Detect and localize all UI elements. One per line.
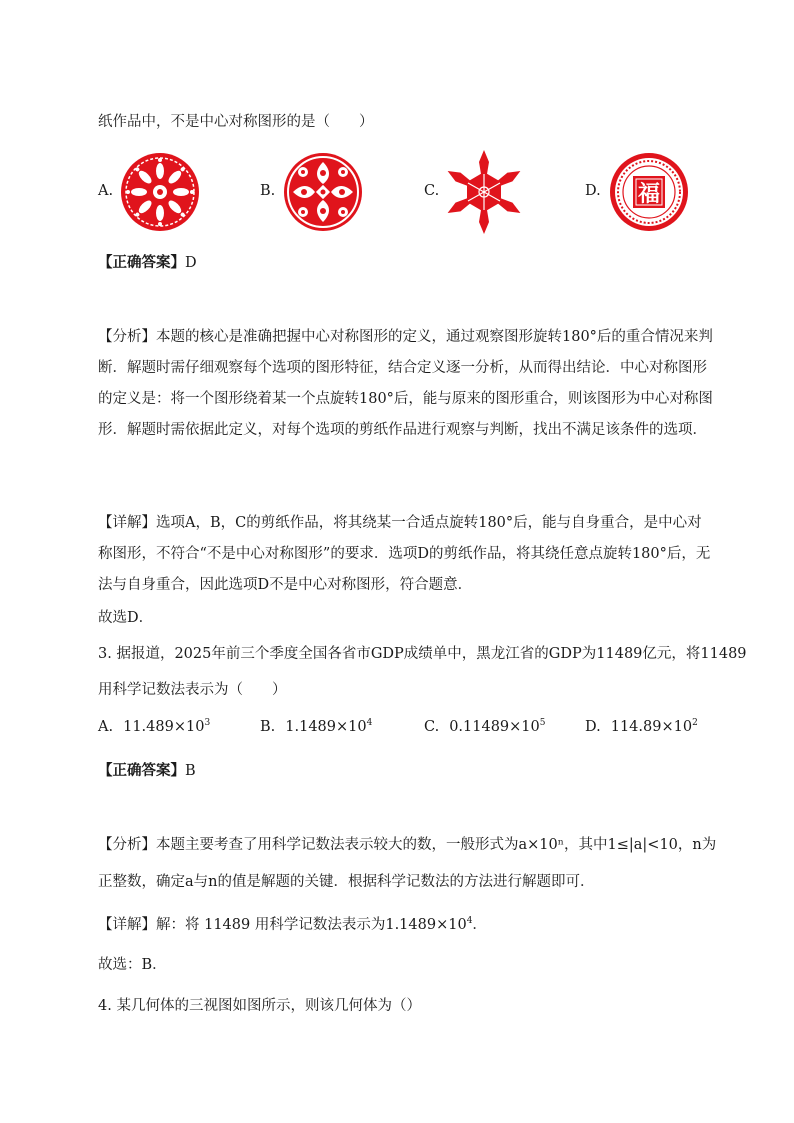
q3-choice-d: D. $114.89\times 10^2$ xyxy=(585,718,698,735)
papercut-c-snowflake-image xyxy=(441,148,527,236)
q3-analysis-line-1: 【分析】本题主要考查了用科学记数法表示较大的数，一般形式为a×10ⁿ，其中1≤|a|<10，n为 xyxy=(98,837,717,853)
q2-option-b-label: B. xyxy=(260,183,276,199)
q2-answer-value: D xyxy=(185,255,197,271)
q3-choice-a: A. $11.489\times 10^3$ xyxy=(98,718,211,735)
q2-stem-tail: 纸作品中，不是中心对称图形的是（ ） xyxy=(98,114,374,130)
q3-choice-c: C. $0.11489\times 10^5$ xyxy=(424,718,546,735)
papercut-b-image xyxy=(283,152,363,232)
q3-detail-line: 【详解】解：将 11489 用科学记数法表示为$1.1489\times 10^4$． xyxy=(98,916,487,933)
q2-conclusion: 故选D． xyxy=(98,610,154,626)
q4-stem: 4. 某几何体的三视图如图所示，则该几何体为（） xyxy=(98,998,421,1014)
q3-choice-b: B. $1.1489\times 10^4$ xyxy=(260,718,373,735)
q3-stem-line-1: 3. 据报道，2025年前三个季度全国各省市GDP成绩单中，黑龙江省的GDP为11489亿元，将11489 xyxy=(98,646,747,662)
papercut-d-fu-image xyxy=(609,152,689,232)
q2-option-a-label: A. xyxy=(98,183,114,199)
q3-answer-line xyxy=(98,761,196,781)
q3-analysis-line-2: 正整数，确定a与n的值是解题的关键．根据科学记数法的方法进行解题即可． xyxy=(98,874,595,890)
fu-character: 福 xyxy=(637,182,661,207)
q2-detail-paragraph: 【详解】选项A，B，C的剪纸作品，将其绕某一合适点旋转180°后，能与自身重合，是中心对称图形，不符合“不是中心对称图形”的要求．选项D的剪纸作品，将其绕任意点旋转180°后，无法与自身重合，因此选项D不是中心对称图形，符合题意． xyxy=(98,515,711,593)
q3-answer-value: B xyxy=(185,763,196,779)
q2-option-c-label: C. xyxy=(424,183,440,199)
papercut-a-image xyxy=(120,152,200,232)
q2-analysis-paragraph: 【分析】本题的核心是准确把握中心对称图形的定义，通过观察图形旋转180°后的重合情况来判断．解题时需仔细观察每个选项的图形特征，结合定义逐一分析，从而得出结论．中心对称图形的定义是：将一个图形绕着某一个点旋转180°后，能与原来的图形重合，则该图形为中心对称图形．解题时需依据此定义，对每个选项的剪纸作品进行观察与判断，找出不满足该条件的选项． xyxy=(98,329,713,438)
q2-option-d-label: D. xyxy=(585,183,601,199)
q2-answer-line xyxy=(98,253,197,273)
q2-answer-label: 【正确答案】 xyxy=(98,254,185,271)
q3-stem-line-2: 用科学记数法表示为（ ） xyxy=(98,682,287,698)
q3-answer-label: 【正确答案】 xyxy=(98,762,185,779)
q3-conclusion: 故选：B． xyxy=(98,957,167,973)
